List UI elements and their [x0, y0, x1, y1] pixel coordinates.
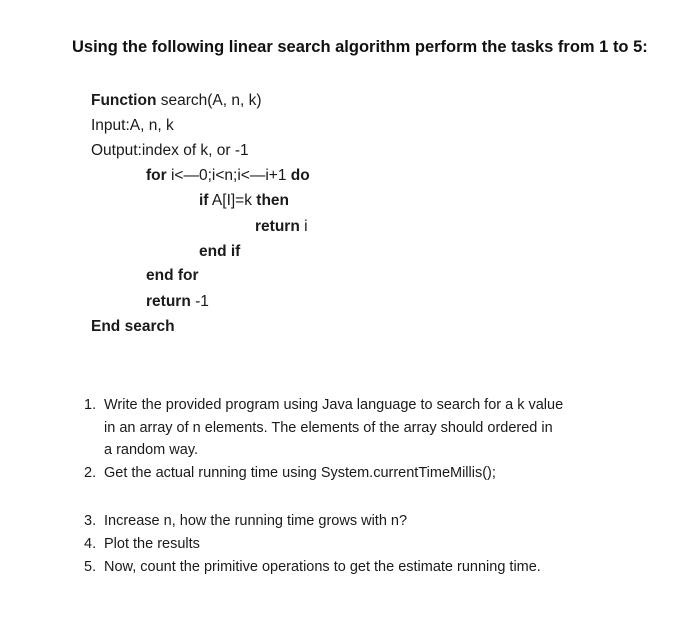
return-keyword: return — [146, 293, 191, 310]
if-keyword: if — [199, 192, 209, 209]
return-value: -1 — [190, 293, 209, 310]
task-number: 5. — [84, 559, 97, 575]
end-if-line — [199, 243, 240, 261]
end-if-keyword: end if — [199, 243, 241, 260]
end-search-line — [91, 318, 175, 336]
return-value: i — [299, 218, 308, 235]
input-line: Input:A, n, k — [91, 117, 174, 134]
if-expression: A[I]=k — [208, 192, 257, 209]
end-search-keyword: End search — [91, 318, 175, 335]
end-for-keyword: end for — [146, 267, 199, 284]
task-text: Now, count the primitive operations to get the estimate running time. — [104, 559, 541, 575]
document-heading: Using the following linear search algorithm perform the tasks from 1 to 5: — [72, 38, 648, 56]
function-keyword: Function — [91, 92, 157, 109]
for-keyword: for — [146, 167, 167, 184]
task-text: Write the provided program using Java language to search for a k value in an array of n elements. The elements of the array should ordered in a random way. — [104, 397, 564, 458]
task-text: Increase n, how the running time grows with n? — [104, 513, 408, 529]
return-i-line — [255, 218, 308, 236]
task-number: 2. — [84, 465, 97, 481]
return-keyword: return — [255, 218, 300, 235]
for-expression: i<—0;i<n;i<—i+1 — [166, 167, 291, 184]
return-minus-one-line — [146, 293, 209, 311]
task-text: Plot the results — [104, 536, 200, 552]
then-keyword: then — [256, 192, 290, 209]
do-keyword: do — [290, 167, 310, 184]
output-line: Output:index of k, or -1 — [91, 142, 249, 159]
task-number: 3. — [84, 513, 97, 529]
function-signature-text: search(A, n, k) — [156, 92, 262, 109]
task-text: Get the actual running time using System.currentTimeMillis(); — [104, 465, 496, 481]
for-loop-line — [146, 167, 310, 185]
if-line — [199, 192, 289, 210]
task-number: 1. — [84, 397, 97, 413]
end-for-line — [146, 267, 199, 285]
function-signature — [91, 92, 262, 110]
task-number: 4. — [84, 536, 97, 552]
